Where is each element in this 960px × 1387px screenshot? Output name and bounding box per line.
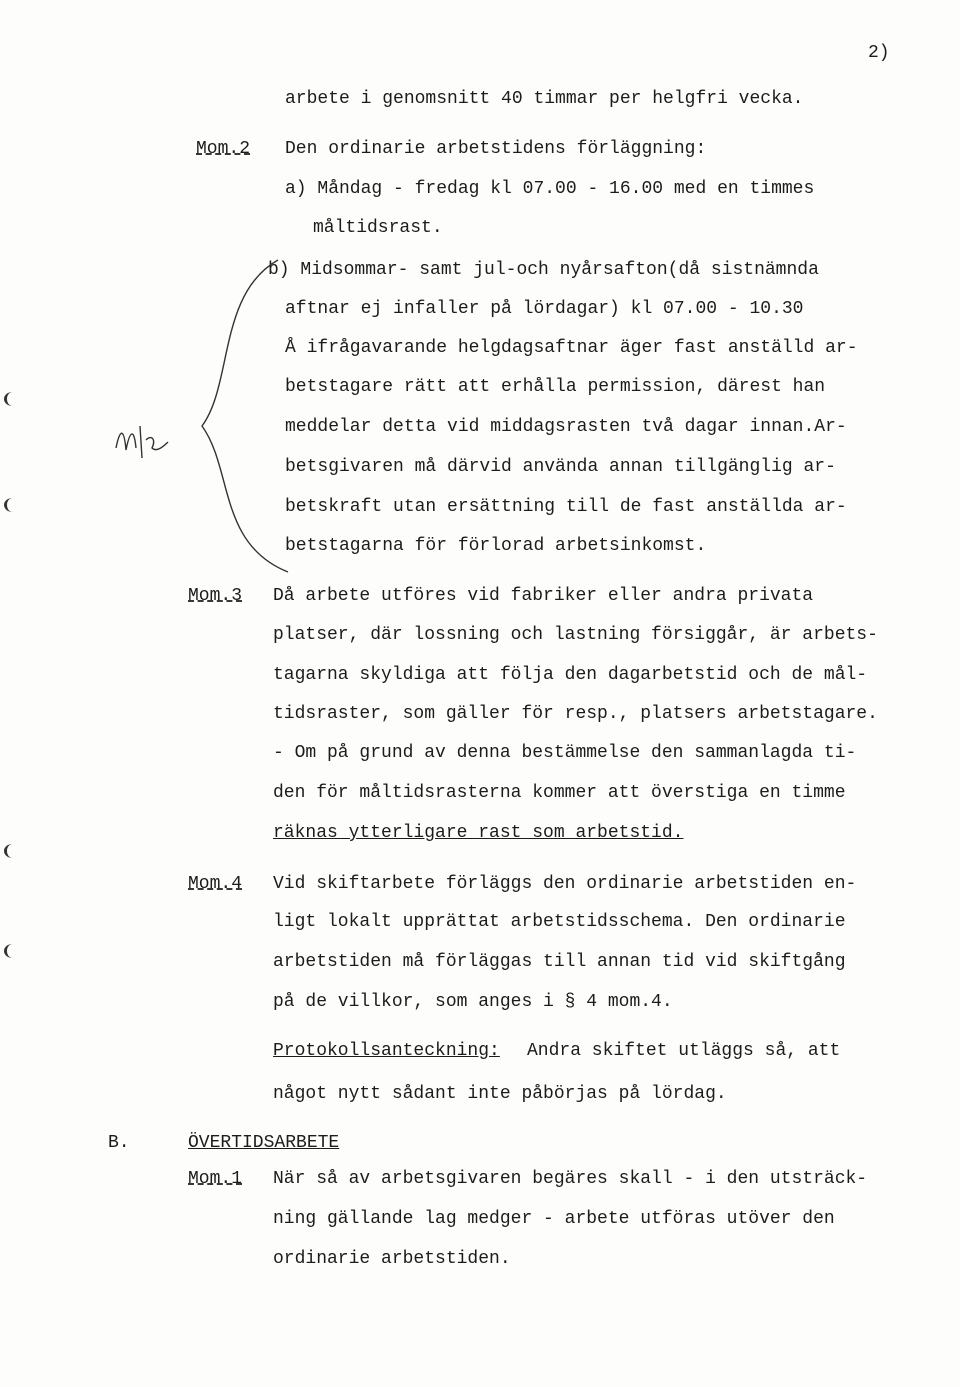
text-line: betskraft utan ersättning till de fast anställda ar- xyxy=(285,497,847,517)
text-line: ordinarie arbetstiden. xyxy=(273,1249,511,1269)
text-line: b) Midsommar- samt jul-och nyårsafton(då sistnämnda xyxy=(268,260,819,280)
text-line: aftnar ej infaller på lördagar) kl 07.00 - 10.30 xyxy=(285,299,804,319)
handwritten-mark xyxy=(112,418,174,468)
mom-label: Mom.3 xyxy=(188,586,243,606)
text-line: måltidsrast. xyxy=(313,218,443,238)
text-line: tagarna skyldiga att följa den dagarbetstid och de mål- xyxy=(273,665,868,685)
handwritten-brace xyxy=(188,254,298,584)
text-line: på de villkor, som anges i § 4 mom.4. xyxy=(273,992,673,1012)
text-line: den för måltidsrasterna kommer att överstiga en timme xyxy=(273,783,846,803)
binder-hole xyxy=(4,392,21,406)
text-line: arbete i genomsnitt 40 timmar per helgfri vecka. xyxy=(285,89,804,109)
text-line: ning gällande lag medger - arbete utföras utöver den xyxy=(273,1209,835,1229)
mom-label: Mom.4 xyxy=(188,874,243,894)
protokoll-label: Protokollsanteckning: xyxy=(273,1041,500,1061)
text-line: räknas ytterligare rast som arbetstid. xyxy=(273,823,684,843)
text-line: - Om på grund av denna bestämmelse den sammanlagda ti- xyxy=(273,743,857,763)
text-line: tidsraster, som gäller för resp., platsers arbetstagare. xyxy=(273,704,878,724)
text-line: arbetstiden må förläggas till annan tid vid skiftgång xyxy=(273,952,846,972)
binder-hole xyxy=(4,844,21,858)
text-line: Då arbete utföres vid fabriker eller andra privata xyxy=(273,586,814,606)
section-title: ÖVERTIDSARBETE xyxy=(188,1133,340,1153)
mom-label: Mom.1 xyxy=(188,1169,243,1189)
binder-hole xyxy=(4,498,21,512)
mom-label: Mom.2 xyxy=(196,139,251,159)
text-line: När så av arbetsgivaren begäres skall - i den utsträck- xyxy=(273,1169,868,1189)
text-line: meddelar detta vid middagsrasten två dagar innan.Ar- xyxy=(285,417,847,437)
page-number: 2) xyxy=(868,43,890,63)
text-line: platser, där lossning och lastning försiggår, är arbets- xyxy=(273,625,878,645)
section-letter: B. xyxy=(108,1133,130,1153)
text-line: Andra skiftet utläggs så, att xyxy=(527,1041,841,1061)
text-line: Den ordinarie arbetstidens förläggning: xyxy=(285,139,707,159)
text-line: något nytt sådant inte påbörjas på lördag. xyxy=(273,1084,727,1104)
text-line: Å ifrågavarande helgdagsaftnar äger fast anställd ar- xyxy=(285,338,858,358)
text-line: betsgivaren må därvid använda annan tillgänglig ar- xyxy=(285,457,836,477)
text-line: betstagare rätt att erhålla permission, därest han xyxy=(285,377,826,397)
binder-hole xyxy=(4,944,21,958)
text-line: ligt lokalt upprättat arbetstidsschema. Den ordinarie xyxy=(273,912,846,932)
text-line: betstagarna för förlorad arbetsinkomst. xyxy=(285,536,707,556)
text-line: Vid skiftarbete förläggs den ordinarie arbetstiden en- xyxy=(273,874,857,894)
text-line: a) Måndag - fredag kl 07.00 - 16.00 med en timmes xyxy=(285,179,815,199)
